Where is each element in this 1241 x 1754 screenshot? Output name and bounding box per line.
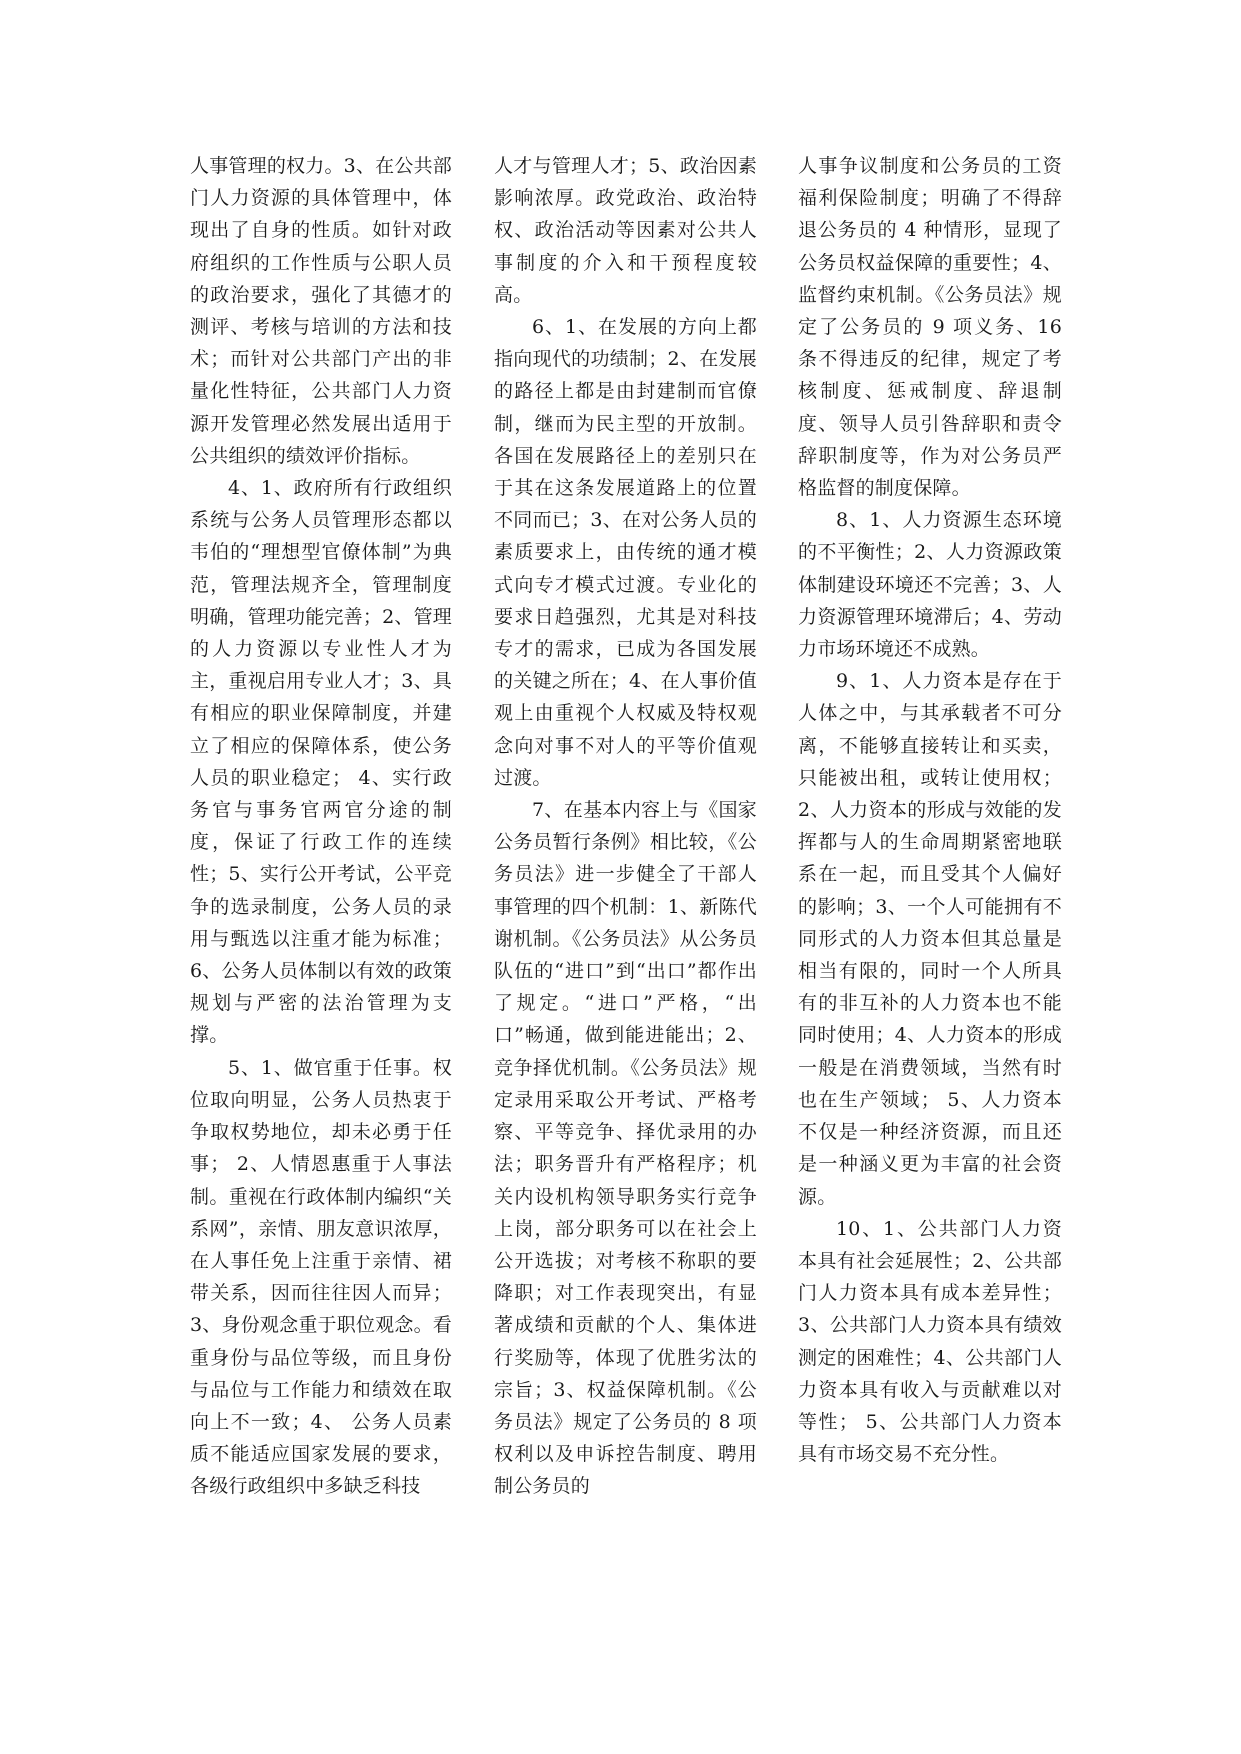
paragraph: 5、1、做官重于任事。权位取向明显，公务人员热衷于争取权势地位，却未必勇于任事； 2、人情恩惠重于人事法制。重视在行政体制内编织“关系网”，亲情、朋友意识浓厚，在人事任免上注重于亲情、裙带关系，因而往往因人而异；3、身份观念重于职位观念。看重身份与品位等级，而且身份与品位与工作能力和绩效在取向上不一致；4、 公务人员素质不能适应国家发展的要求，各级行政组织中多缺乏科技 <box>190 1056 452 1498</box>
paragraph: 10、1、公共部门人力资本具有社会延展性；2、公共部门人力资本具有成本差异性；3、公共部门人力资本具有绩效测定的困难性；4、公共部门人力资本具有收入与贡献难以对等性； 5、公共部门人力资本具有市场交易不充分性。 <box>798 1217 1062 1466</box>
paragraph: 4、1、政府所有行政组织系统与公务人员管理形态都以韦伯的“理想型官僚体制”为典范，管理法规齐全，管理制度明确，管理功能完善；2、管理的人力资源以专业性人才为主，重视启用专业人才；3、具有相应的职业保障制度，并建立了相应的保障体系，使公务人员的职业稳定； 4、实行政务官与事务官两官分途的制度，保证了行政工作的连续性；5、实行公开考试，公平竞争的选录制度，公务人员的录用与甄选以注重才能为标准；6、公务人员体制以有效的政策规划与严密的法治管理为支撑。 <box>190 477 452 1047</box>
paragraph: 7、在基本内容上与《国家公务员暂行条例》相比较，《公务员法》进一步健全了干部人事管理的四个机制：1、新陈代谢机制。《公务员法》从公务员队伍的“进口”到“出口”都作出了规定。“进口”严格，“出口”畅通，做到能进能出；2、竞争择优机制。《公务员法》规定录用采取公开考试、严格考察、平等竞争、择优录用的办法；职务晋升有严格程序；机关内设机构领导职务实行竞争上岗，部分职务可以在社会上公开选拔；对考核不称职的要降职；对工作表现突出，有显著成绩和贡献的个人、集体进行奖励等，体现了优胜劣汰的宗旨；3、权益保障机制。《公务员法》规定了公务员的 8 项权利以及申诉控告制度、聘用制公务员的 <box>494 799 757 1498</box>
paragraph: 人事管理的权力。3、在公共部门人力资源的具体管理中，体现出了自身的性质。如针对政府组织的工作性质与公职人员的政治要求，强化了其德才的测评、考核与培训的方法和技术；而针对公共部门产出的非量化性特征，公共部门人力资源开发管理必然发展出适用于公共组织的绩效评价指标。 <box>190 155 452 467</box>
text-column-left <box>190 150 452 1503</box>
text-column-right <box>798 150 1062 1470</box>
paragraph: 8、1、人力资源生态环境的不平衡性；2、人力资源政策体制建设环境还不完善；3、人力资源管理环境滞后；4、劳动力市场环境还不成熟。 <box>798 509 1062 661</box>
paragraph: 9、1、人力资本是存在于人体之中，与其承载者不可分离，不能够直接转让和买卖，只能被出租，或转让使用权；2、人力资本的形成与效能的发挥都与人的生命周期紧密地联系在一起，而且受其个人偏好的影响；3、一个人可能拥有不同形式的人力资本但其总量是相当有限的，同时一个人所具有的非互补的人力资本也不能同时使用；4、人力资本的形成一般是在消费领域，当然有时也在生产领域； 5、人力资本不仅是一种经济资源，而且还是一种涵义更为丰富的社会资源。 <box>798 670 1062 1208</box>
text-column-middle <box>494 150 757 1503</box>
paragraph: 人才与管理人才；5、政治因素影响浓厚。政党政治、政治特权、政治活动等因素对公共人事制度的介入和干预程度较高。 <box>494 155 757 306</box>
paragraph: 6、1、在发展的方向上都指向现代的功绩制；2、在发展的路径上都是由封建制而官僚制，继而为民主型的开放制。各国在发展路径上的差别只在于其在这条发展道路上的位置不同而已；3、在对公务人员的素质要求上，由传统的通才模式向专才模式过渡。专业化的要求日趋强烈，尤其是对科技专才的需求，已成为各国发展的关键之所在；4、在人事价值观上由重视个人权威及特权观念向对事不对人的平等价值观过渡。 <box>494 316 757 789</box>
paragraph: 人事争议制度和公务员的工资福利保险制度；明确了不得辞退公务员的 4 种情形，显现了公务员权益保障的重要性；4、监督约束机制。《公务员法》规定了公务员的 9 项义务、16 条不得违反的纪律，规定了考核制度、惩戒制度、辞退制度、领导人员引咎辞职和责令辞职制度等，作为对公务员严格监督的制度保障。 <box>798 155 1062 500</box>
